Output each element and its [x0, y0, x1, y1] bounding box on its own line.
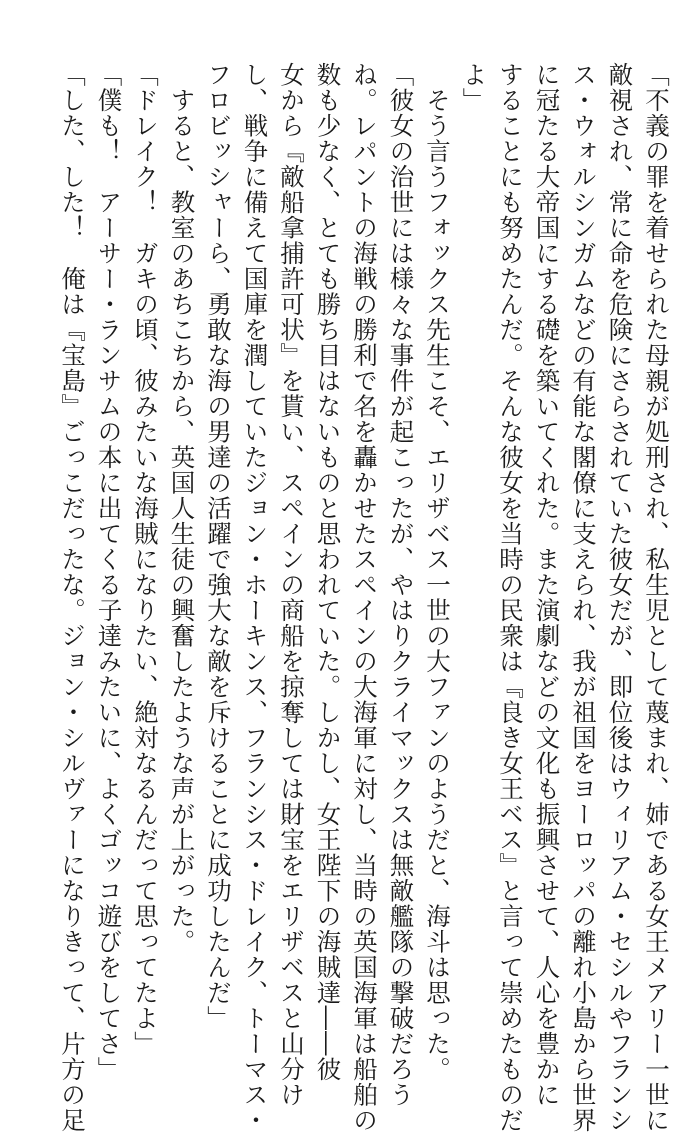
text-line: フロビッシャーら、勇敢な海の男達の活躍で強大な敵を斥けることに成功したんだ」 [204, 62, 233, 1031]
text-line: 女から『敵船拿捕許可状』を貰い、スペインの商船を掠奪しては財宝をエリザベスと山分け [277, 62, 306, 1108]
text-line: に冠たる大帝国にする礎を築いてくれた。また演劇などの文化も振興させて、人心を豊かに [532, 62, 562, 1108]
text-line: 「不義の罪を着せられた母親が処刑され、私生児として蔑まれ、姉である女王メアリー一世に [642, 62, 671, 1133]
text-line: ね。レパントの海戦の勝利で名を轟かせたスペインの大海軍に対し、当時の英国海軍は船舶の [350, 62, 379, 1133]
text-line: すると、教室のあちこちから、英国人生徒の興奮したような声が上がった。 [167, 62, 197, 955]
text-line: 「ドレイク！ ガキの頃、彼みたいな海賊になりたい、絶対なるんだって思ってたよ」 [131, 62, 160, 1057]
text-line: そう言うフォックス先生こそ、エリザベス一世の大ファンのようだと、海斗は思った。 [423, 62, 452, 1082]
text-line: 数も少なく、とても勝ち目はないものと思われていた。しかし、女王陛下の海賊達――彼 [313, 62, 343, 1082]
text-line: することにも努めたんだ。そんな彼女を当時の民衆は『良き女王ベス』と言って崇めたものだ [496, 62, 525, 1133]
text-line: ス・ウォルシンガムなどの有能な閣僚に支えられ、我が祖国をヨーロッパの離れ小島から世界 [569, 62, 598, 1133]
text-line: よ」 [459, 62, 489, 113]
text-line: 敵視され、常に命を危険にさらされていた彼女だが、即位後はウィリアム・セシルやフランシ [605, 62, 635, 1133]
vertical-text-body [54, 62, 675, 1133]
text-line: 「僕も！ アーサー・ランサムの本に出てくる子達みたいに、よくゴッコ遊びをしてさ」 [94, 62, 124, 1082]
text-line: 「した、した！ 俺は『宝島』ごっこだったな。ジョン・シルヴァーになりきって、片方の足 [58, 62, 87, 1133]
text-line: 「彼女の治世には様々な事件が起こったが、やはりクライマックスは無敵艦隊の撃破だろう [386, 62, 416, 1108]
text-line: し、戦争に備えて国庫を潤していたジョン・ホーキンス、フランシス・ドレイク、トーマス・ [240, 62, 270, 1133]
